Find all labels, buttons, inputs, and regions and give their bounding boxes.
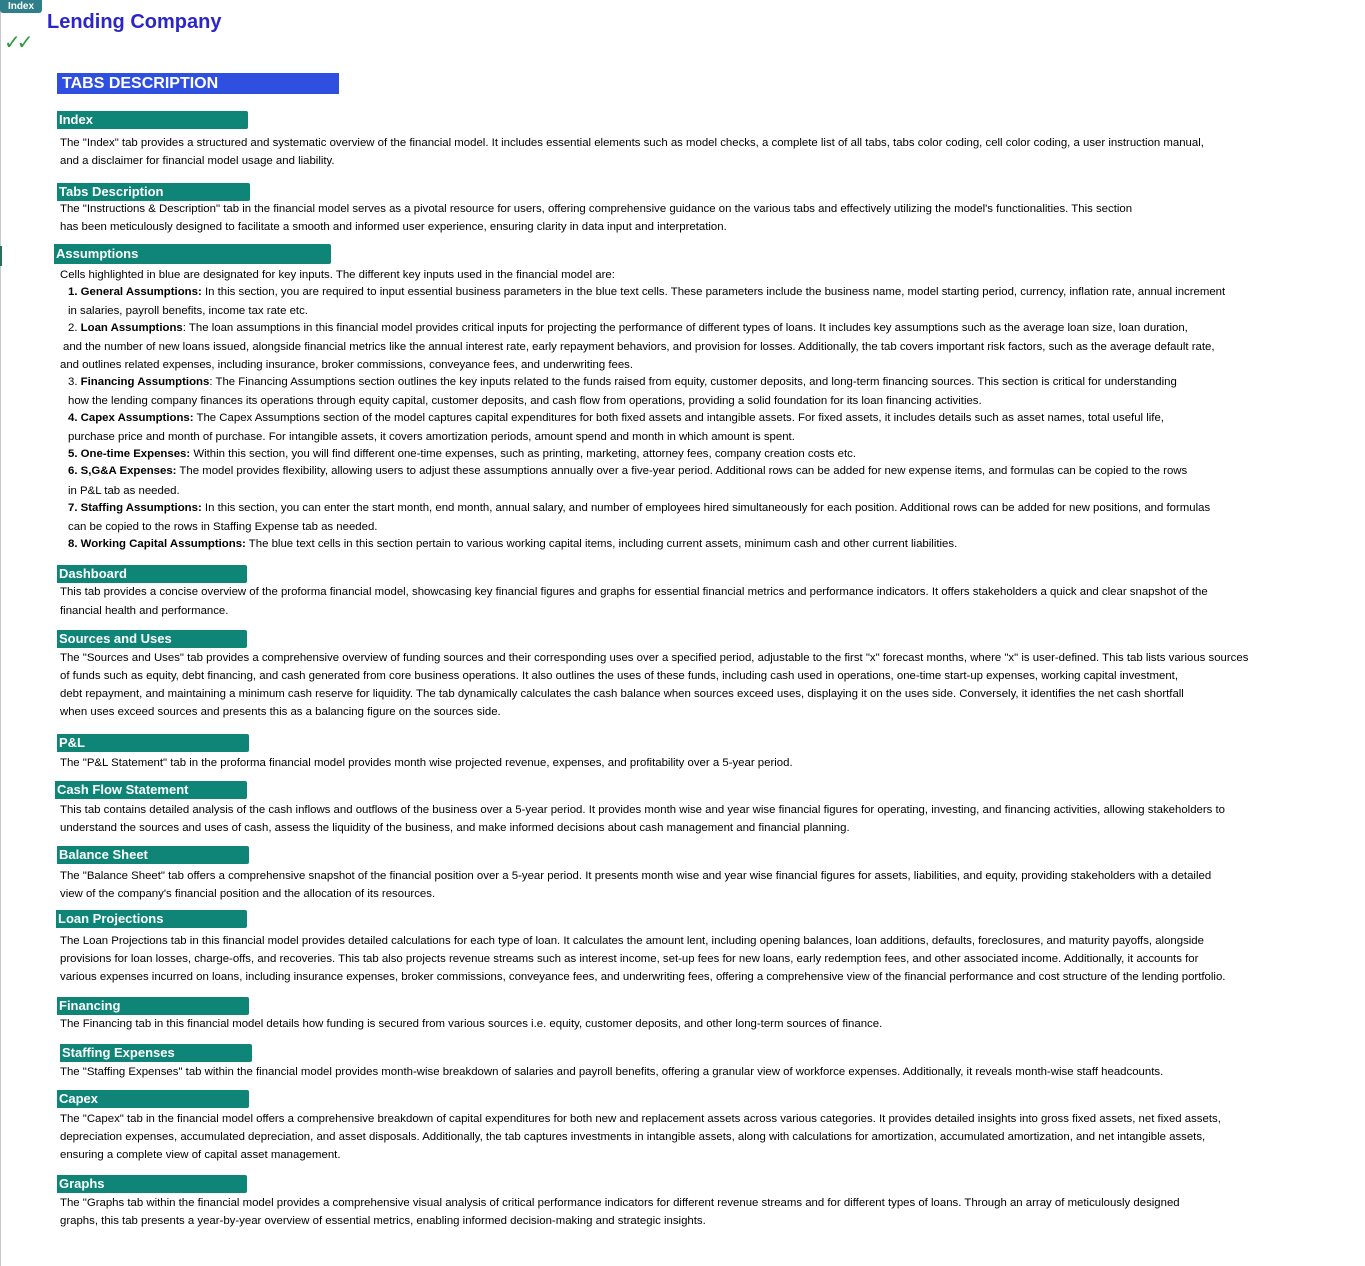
assumption-cont-line: purchase price and month of purchase. For intangible assets, it covers amortization periods, amount spend and month in which amount is spent. — [68, 431, 795, 443]
capex-desc-line: depreciation expenses, accumulated depreciation, and asset disposals. Additionally, the tab captures investments in intangible assets, along with calculations for amortization, accumulated amortization, and net intangible assets, — [60, 1131, 1206, 1143]
section-header-loan-projections[interactable]: Loan Projections — [56, 910, 247, 928]
section-header-cash-flow[interactable]: Cash Flow Statement — [55, 781, 247, 799]
assumption-cont-line: in salaries, payroll benefits, income tax rate etc. — [68, 305, 308, 317]
dashboard-desc-line: financial health and performance. — [60, 605, 229, 617]
graphs-desc-line: The "Graphs tab within the financial model provides a comprehensive visual analysis of critical performance indicators for different revenue streams and for different types of loans. Through an array of meticulously designed — [60, 1197, 1180, 1209]
assumption-text: The Capex Assumptions section of the model captures capital expenditures for both fixed assets and intangible assets. For fixed assets, it includes details such as asset names, total useful life, — [193, 412, 1164, 424]
loan-projections-line: The Loan Projections tab in this financial model provides detailed calculations for each type of loan. It calculates the amount lent, including opening balances, loan additions, defaults, foreclosures, and maturity payoffs, alongside — [60, 935, 1204, 947]
sources-uses-line: debt repayment, and maintaining a minimum cash reserve for liquidity. The tab dynamically calculates the cash balance when sources exceed uses, displaying it on the uses side. Conversely, it identifies the net cash shortfall — [60, 688, 1184, 700]
staffing-desc-line: The "Staffing Expenses" tab within the financial model provides month-wise breakdown of salaries and payroll benefits, offering a granular view of workforce expenses. Additionally, it reveals month-wise staff headcounts. — [60, 1066, 1164, 1078]
loan-projections-line: provisions for loan losses, charge-offs, and recoveries. This tab also projects revenue streams such as interest income, set-up fees for new loans, early redemption fees, and other associated income. Additionally, it accounts for — [60, 953, 1199, 965]
assumption-text: The blue text cells in this section pertain to various working capital items, including current assets, minimum cash and other current liabilities. — [245, 538, 958, 550]
assumption-cont-line: how the lending company finances its operations through equity capital, customer deposits, and cash flow from operations, providing a solid foundation for its loan financing activities. — [68, 395, 982, 407]
sources-uses-line: The "Sources and Uses" tab provides a comprehensive overview of funding sources and their corresponding uses over a specified period, adjustable to the first "x" forecast months, where "x" is user-defined. This tab lists various sources — [60, 652, 1249, 664]
section-header-pl[interactable]: P&L — [57, 734, 249, 752]
section-header-index[interactable]: Index — [57, 111, 248, 129]
balance-sheet-line: The "Balance Sheet" tab offers a comprehensive snapshot of the financial position over a 5-year period. It presents month wise and year wise financial figures for assets, liabilities, and equity, providing stakeholders with a detailed — [60, 870, 1212, 882]
tabs-description-line: has been meticulously designed to facilitate a smooth and informed user experience, ensuring clarity in data input and interpretation. — [60, 221, 727, 233]
row-marker — [0, 246, 2, 266]
assumption-cont-line: and the number of new loans issued, alongside financial metrics like the annual interest rate, early repayment behaviors, and provision for losses. Additionally, the tab covers important risk factors, such as the average default rate, — [63, 341, 1215, 353]
sources-uses-line: when uses exceed sources and presents this as a balancing figure on the sources side. — [60, 706, 501, 718]
sources-uses-line: of funds such as equity, debt financing, and cash generated from core business operations. It also outlines the uses of these funds, including cash used in operations, one-time start-up expenses, working capital investment, — [60, 670, 1178, 682]
assumption-item-working-capital — [68, 537, 957, 551]
assumption-text: : The Financing Assumptions section outlines the key inputs related to the funds raised from equity, customer deposits, and long-term financing sources. This section is critical for understanding — [209, 376, 1177, 388]
cash-flow-line: understand the sources and uses of cash, assess the liquidity of the business, and make informed decisions about cash management and financial planning. — [60, 822, 850, 834]
capex-desc-line: ensuring a complete view of capital asset management. — [60, 1149, 341, 1161]
assumption-text: Within this section, you will find different one-time expenses, such as printing, marketing, attorney fees, company creation costs etc. — [190, 448, 857, 460]
section-header-assumptions[interactable]: Assumptions — [54, 244, 331, 264]
pl-desc-line: The "P&L Statement" tab in the proforma financial model provides month wise projected revenue, expenses, and profitability over a 5-year period. — [60, 757, 793, 769]
assumptions-intro: Cells highlighted in blue are designated for key inputs. The different key inputs used in the financial model are: — [60, 269, 615, 281]
assumption-label: 5. One-time Expenses: — [68, 448, 191, 460]
assumption-cont-line: can be copied to the rows in Staffing Expense tab as needed. — [68, 521, 378, 533]
assumption-cont-line: in P&L tab as needed. — [68, 485, 180, 497]
section-header-dashboard[interactable]: Dashboard — [57, 565, 247, 583]
model-check-icon: ✓✓ — [4, 32, 30, 54]
assumption-item-general — [68, 285, 1225, 299]
assumption-cont-line: and outlines related expenses, including insurance, broker commissions, conveyance fees, and underwriting fees. — [60, 359, 634, 371]
assumption-item-financing — [68, 375, 1177, 389]
dashboard-desc-line: This tab provides a concise overview of the proforma financial model, showcasing key financial figures and graphs for essential financial metrics and performance indicators. It offers stakeholders a quick and clear snapshot of the — [60, 586, 1208, 598]
sheet-left-border — [0, 0, 1, 1266]
section-header-sources-uses[interactable]: Sources and Uses — [57, 630, 247, 648]
assumption-text: In this section, you are required to input essential business parameters in the blue text cells. These parameters include the business name, model starting period, currency, inflation rate, annual increment — [201, 286, 1226, 298]
assumption-label: Loan Assumptions — [80, 322, 183, 334]
assumption-number: 2. — [68, 322, 81, 334]
cash-flow-line: This tab contains detailed analysis of the cash inflows and outflows of the business over a 5-year period. It provides month wise and year wise financial figures for operating, investing, and financing activities, allowing stakeholders to — [60, 804, 1226, 816]
loan-projections-line: various expenses incurred on loans, including insurance expenses, broker commissions, conveyance fees, and underwriting fees, offering a comprehensive view of the financial performance and cost structure of the lending portfolio. — [60, 971, 1226, 983]
assumption-label: 7. Staffing Assumptions: — [68, 502, 202, 514]
section-header-capex[interactable]: Capex — [57, 1090, 249, 1108]
graphs-desc-line: graphs, this tab presents a year-by-year overview of essential metrics, enabling informed decision-making and strategic insights. — [60, 1215, 706, 1227]
balance-sheet-line: view of the company's financial position and the allocation of its resources. — [60, 888, 436, 900]
assumption-text: : The loan assumptions in this financial model provides critical inputs for projecting the performance of different types of loans. It includes key assumptions such as the average loan size, loan duration, — [182, 322, 1188, 334]
tabs-description-line: The "Instructions & Description" tab in the financial model serves as a pivotal resource for users, offering comprehensive guidance on the various tabs and effectively utilizing the model's functionalities. This section — [60, 203, 1133, 215]
assumption-number: 3. — [68, 376, 81, 388]
section-header-staffing[interactable]: Staffing Expenses — [60, 1044, 252, 1062]
financing-desc-line: The Financing tab in this financial model details how funding is secured from various sources i.e. equity, customer deposits, and other long-term sources of finance. — [60, 1018, 883, 1030]
assumption-item-staffing — [68, 501, 1210, 515]
index-desc-line: and a disclaimer for financial model usage and liability. — [60, 155, 335, 167]
assumption-item-one-time — [68, 447, 856, 461]
company-name: Lending Company — [47, 11, 222, 33]
assumption-label: 6. S,G&A Expenses: — [68, 465, 177, 477]
page-title: TABS DESCRIPTION — [57, 73, 339, 94]
assumption-text: In this section, you can enter the start month, end month, annual salary, and number of employees hired simultaneously for each position. Additional rows can be added for new positions, and formulas — [201, 502, 1211, 514]
section-header-financing[interactable]: Financing — [57, 997, 249, 1015]
assumption-label: 1. General Assumptions: — [68, 286, 202, 298]
assumption-label: 8. Working Capital Assumptions: — [68, 538, 246, 550]
assumption-label: 4. Capex Assumptions: — [68, 412, 194, 424]
capex-desc-line: The "Capex" tab in the financial model offers a comprehensive breakdown of capital expenditures for both new and replacement assets across various categories. It provides detailed insights into gross fixed assets, net fixed assets, — [60, 1113, 1221, 1125]
section-header-graphs[interactable]: Graphs — [57, 1175, 247, 1193]
assumption-label: Financing Assumptions — [80, 376, 210, 388]
assumption-item-sga — [68, 464, 1187, 478]
assumption-item-capex — [68, 411, 1164, 425]
index-link-button[interactable]: Index — [0, 0, 42, 13]
assumption-text: The model provides flexibility, allowing users to adjust these assumptions annually over a five-year period. Additional rows can be added for new expense items, and formulas can be copied to the rows — [176, 465, 1188, 477]
assumption-item-loan — [68, 321, 1188, 335]
section-header-tabs-description[interactable]: Tabs Description — [57, 183, 250, 201]
section-header-balance-sheet[interactable]: Balance Sheet — [57, 846, 249, 864]
index-desc-line: The "Index" tab provides a structured and systematic overview of the financial model. It includes essential elements such as model checks, a complete list of all tabs, tabs color coding, cell color coding, a user instruction manual, — [60, 137, 1204, 149]
